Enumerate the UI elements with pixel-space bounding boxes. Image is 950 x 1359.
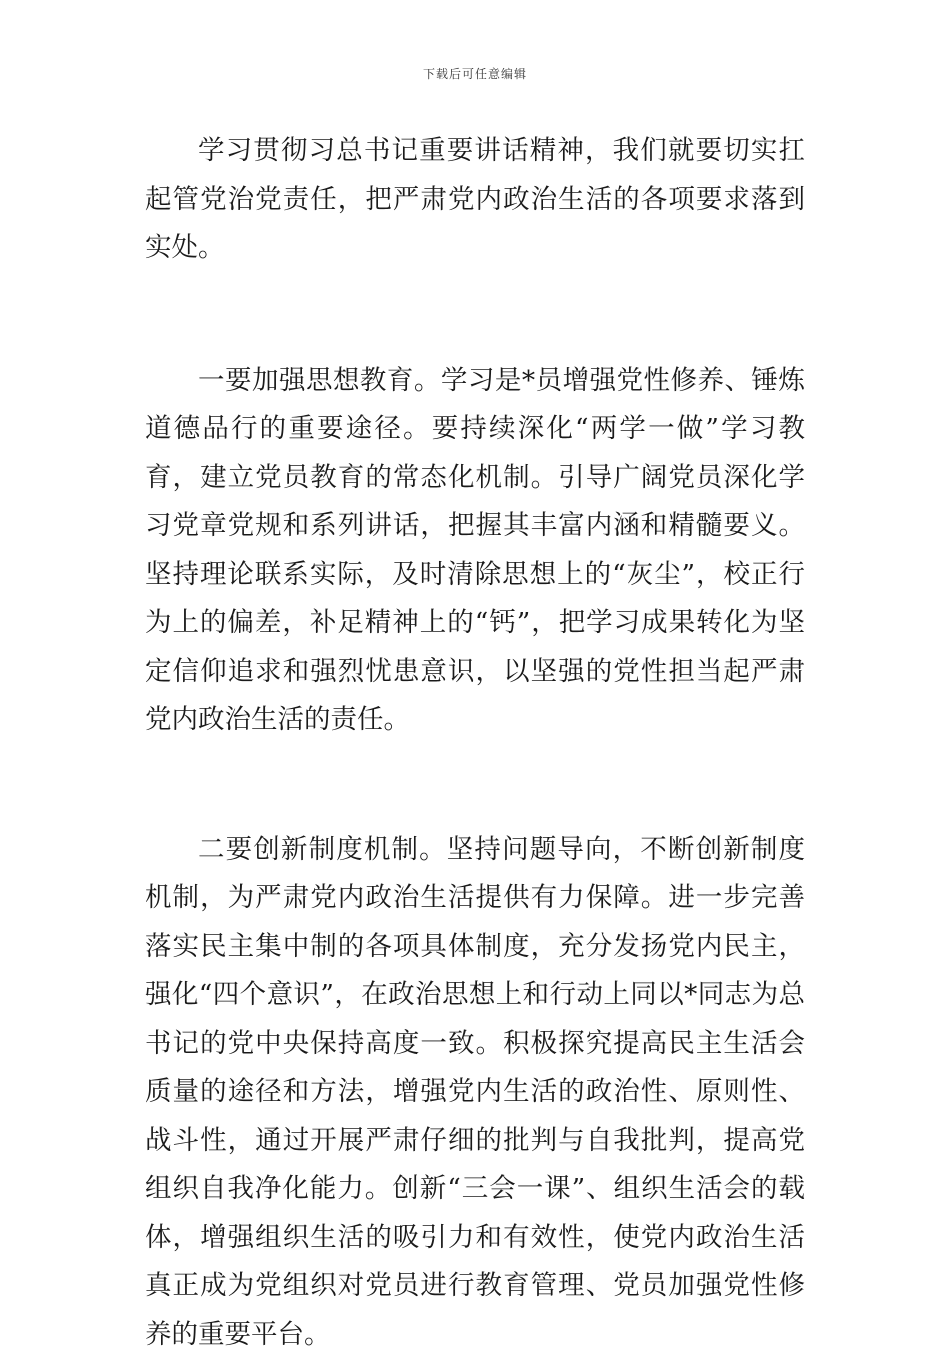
page-header: 下载后可任意编辑 [0,66,950,82]
paragraph-intro: 学习贯彻习总书记重要讲话精神，我们就要切实扛起管党治党责任，把严肃党内政治生活的各项要求落到实处。 [145,127,805,273]
paragraph-institutional-innovation: 二要创新制度机制。坚持问题导向，不断创新制度机制，为严肃党内政治生活提供有力保障。进一步完善落实民主集中制的各项具体制度，充分发扬党内民主，强化“四个意识”，在政治思想上和行动上同以*同志为总书记的党中央保持高度一致。积极探究提高民主生活会质量的途径和方法，增强党内生活的政治性、原则性、战斗性，通过开展严肃仔细的批判与自我批判，提高党组织自我净化能力。创新“三会一课”、组织生活会的载体，增强组织生活的吸引力和有效性，使党内政治生活真正成为党组织对党员进行教育管理、党员加强党性修养的重要平台。 [145,826,805,1359]
document-body [145,127,805,1359]
paragraph-ideological-education: 一要加强思想教育。学习是*员增强党性修养、锤炼道德品行的重要途径。要持续深化“两学一做”学习教育，建立党员教育的常态化机制。引导广阔党员深化学习党章党规和系列讲话，把握其丰富内涵和精髓要义。坚持理论联系实际，及时清除思想上的“灰尘”，校正行为上的偏差，补足精神上的“钙”，把学习成果转化为坚定信仰追求和强烈忧患意识，以坚强的党性担当起严肃党内政治生活的责任。 [145,357,805,745]
